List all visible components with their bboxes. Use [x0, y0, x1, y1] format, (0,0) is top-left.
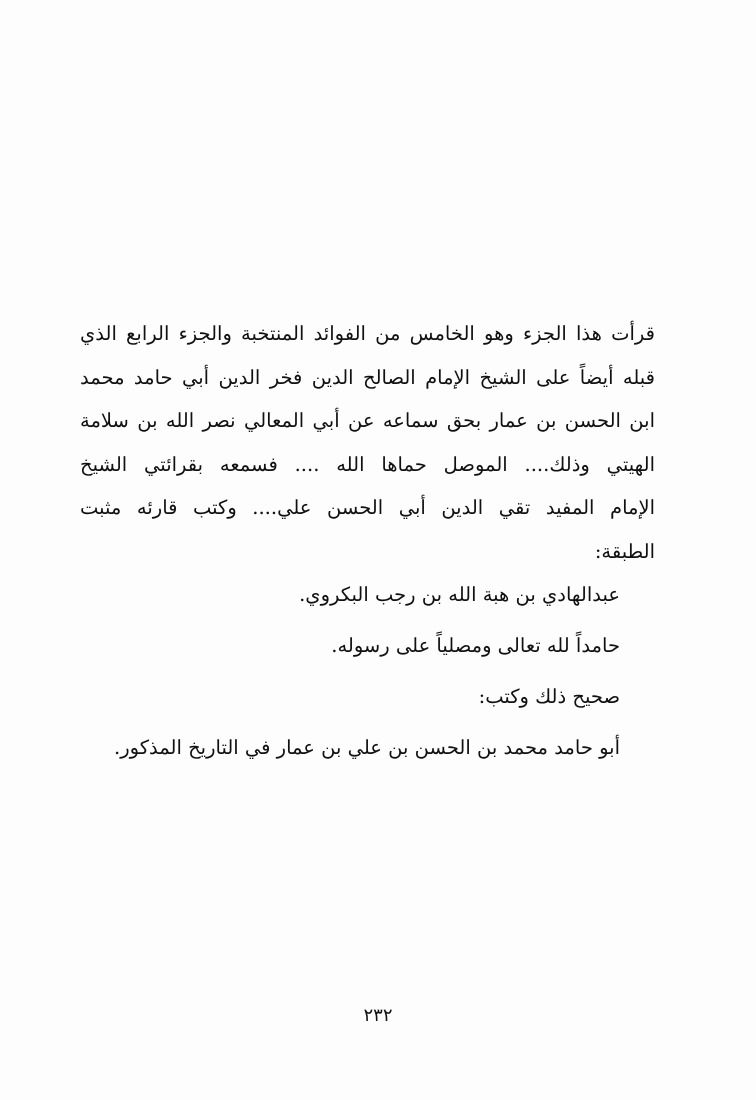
signature-block	[80, 569, 620, 773]
signature-line: أبو حامد محمد بن الحسن بن علي بن عمار في التاريخ المذكور.	[114, 736, 620, 759]
paragraph-line: قرأت هذا الجزء وهو الخامس من الفوائد المنتخبة والجزء الرابع الذي	[80, 322, 655, 345]
reading-certificate-paragraph	[80, 312, 655, 573]
paragraph-line: قبله أيضاً على الشيخ الإمام الصالح الدين فخر الدين أبي حامد محمد	[80, 365, 655, 389]
signature-line: صحيح ذلك وكتب:	[478, 685, 620, 708]
paragraph-line: الهيتي وذلك.... الموصل حماها الله .... فسمعه بقرائتي الشيخ	[80, 452, 655, 476]
signature-line: حامداً لله تعالى ومصلياً على رسوله.	[331, 634, 620, 657]
paragraph-line: الإمام المفيد تقي الدين أبي الحسن علي.... وكتب قارئه مثبت	[80, 496, 655, 519]
signature-line: عبدالهادي بن هبة الله بن رجب البكروي.	[299, 583, 620, 606]
paragraph-line-last: الطبقة:	[594, 539, 655, 563]
page-number: ٢٣٢	[363, 1005, 393, 1026]
paragraph-line: ابن الحسن بن عمار بحق سماعه عن أبي المعالي نصر الله بن سلامة	[80, 409, 655, 432]
